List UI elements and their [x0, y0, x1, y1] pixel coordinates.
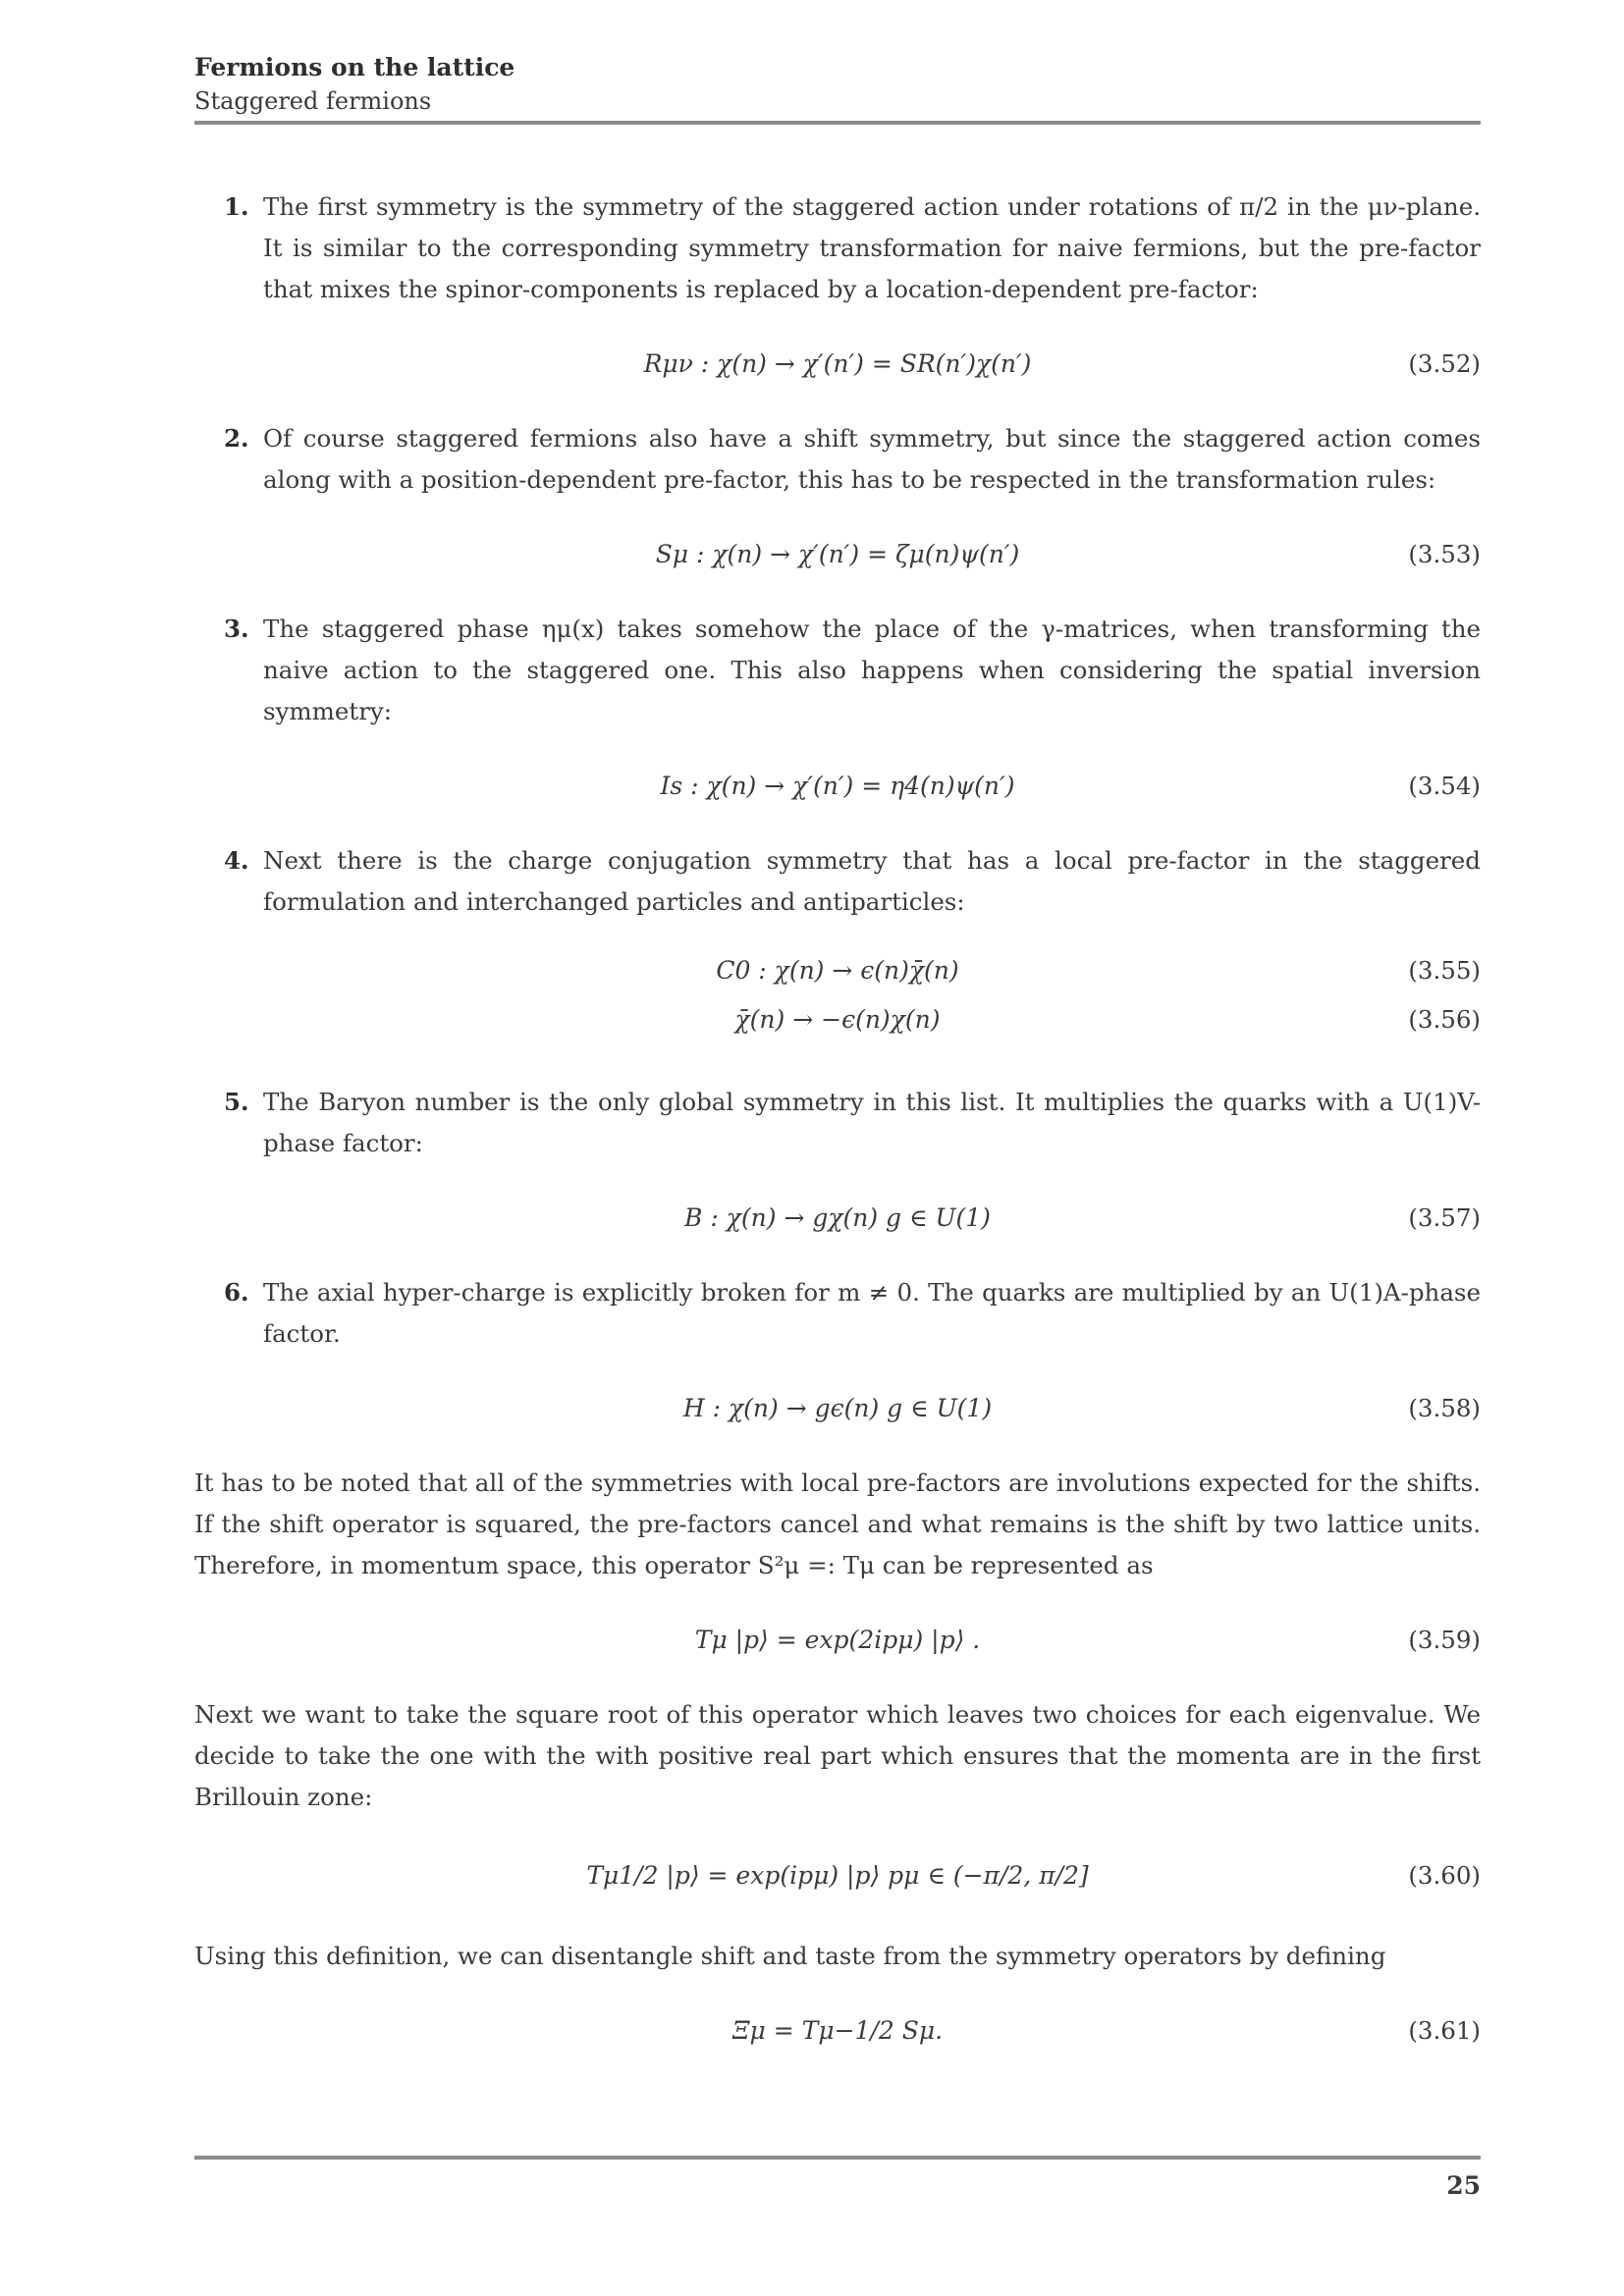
- equation-expression: B : χ(n) → gχ(n) g ∈ U(1): [684, 1203, 991, 1232]
- equation-number: (3.57): [1408, 1203, 1481, 1232]
- paragraph: It has to be noted that all of the symmetries with local pre-factors are involutions expected for the shifts. If the shift operator is squared, the pre-factors cancel and what remains is the shift by two lattice units. Therefore, in momentum space, this operator S²μ =: Tμ can be represented as: [194, 1468, 1481, 1579]
- equation: [194, 1847, 1481, 1906]
- list-item: [194, 187, 1481, 310]
- list-item: [194, 418, 1481, 501]
- equation-number: (3.56): [1408, 1005, 1481, 1034]
- section-title: Staggered fermions: [194, 87, 432, 115]
- item-text: The first symmetry is the symmetry of the staggered action under rotations of π/2 in the μν-plane. It is similar to the corresponding symmetry transformation for naive fermions, but the pre-factor that mixes the spinor-components is replaced by a location-dependent pre-factor:: [263, 192, 1481, 303]
- list-item: [194, 1082, 1481, 1164]
- item-text: The Baryon number is the only global symmetry in this list. It multiplies the quarks with a U(1)V-phase factor:: [263, 1088, 1481, 1157]
- equation-expression: Rμν : χ(n) → χ′(n′) = SR(n′)χ(n′): [643, 349, 1032, 378]
- item-number: 4.: [224, 846, 249, 875]
- equation-expression: χ̄(n) → −ϵ(n)χ(n): [734, 1005, 941, 1034]
- equation: [194, 1388, 1481, 1429]
- equation: [194, 534, 1481, 575]
- equation-number: (3.53): [1408, 540, 1481, 568]
- header-rule: [194, 121, 1481, 125]
- equation-expression: Is : χ(n) → χ′(n′) = η4(n)ψ(n′): [660, 772, 1015, 800]
- item-text: Next there is the charge conjugation symmetry that has a local pre-factor in the staggered formulation and interchanged particles and antiparticles:: [263, 846, 1481, 916]
- page-number: 25: [1446, 2171, 1481, 2200]
- equation-expression: Tμ |p⟩ = exp(2ipμ) |p⟩ .: [694, 1626, 981, 1654]
- list-item: [194, 840, 1481, 923]
- equation: [194, 2010, 1481, 2052]
- item-number: 1.: [224, 192, 249, 221]
- item-text: The staggered phase ημ(x) takes somehow the place of the γ-matrices, when transforming the naive action to the staggered one. This also happens when considering the spatial inversion symmetry:: [263, 614, 1481, 725]
- page-body: [194, 187, 1481, 2085]
- equation-number: (3.61): [1408, 2016, 1481, 2045]
- list-item: [194, 609, 1481, 732]
- item-number: 3.: [224, 614, 249, 643]
- equation-number: (3.60): [1408, 1861, 1481, 1890]
- equation-expression: H : χ(n) → gϵ(n) g ∈ U(1): [682, 1394, 993, 1422]
- footer-rule: [194, 2156, 1481, 2160]
- equation-expression: Tμ1/2 |p⟩ = exp(ipμ) |p⟩ pμ ∈ (−π/2, π/2]: [586, 1861, 1089, 1890]
- item-number: 5.: [224, 1088, 249, 1116]
- equation-number: (3.52): [1408, 349, 1481, 378]
- equation-number: (3.54): [1408, 772, 1481, 800]
- paragraph: Using this definition, we can disentangle shift and taste from the symmetry operators by defining: [194, 1942, 1386, 1970]
- equation-number: (3.58): [1408, 1394, 1481, 1422]
- item-text: The axial hyper-charge is explicitly broken for m ≠ 0. The quarks are multiplied by an U(1)A-phase factor.: [263, 1278, 1481, 1348]
- item-number: 2.: [224, 424, 249, 453]
- equation-expression: Sμ : χ(n) → χ′(n′) = ζμ(n)ψ(n′): [655, 540, 1020, 568]
- equation-group: [194, 950, 1481, 1048]
- equation: [194, 766, 1481, 807]
- equation-expression: C0 : χ(n) → ϵ(n)χ̄(n): [716, 956, 959, 985]
- equation-number: (3.55): [1408, 956, 1481, 985]
- equation: [194, 344, 1481, 385]
- paragraph: Next we want to take the square root of this operator which leaves two choices for each eigenvalue. We decide to take the one with the with positive real part which ensures that the momenta are in the first Brillouin zone:: [194, 1700, 1481, 1811]
- chapter-title: Fermions on the lattice: [194, 53, 515, 81]
- equation: [194, 1198, 1481, 1239]
- equation-expression: Ξμ = Tμ−1/2 Sμ.: [731, 2016, 944, 2045]
- item-number: 6.: [224, 1278, 249, 1307]
- item-text: Of course staggered fermions also have a shift symmetry, but since the staggered action comes along with a position-dependent pre-factor, this has to be respected in the transformation rules:: [263, 424, 1481, 494]
- page-header: [194, 51, 1481, 118]
- equation: [194, 1620, 1481, 1661]
- list-item: [194, 1272, 1481, 1355]
- equation-number: (3.59): [1408, 1626, 1481, 1654]
